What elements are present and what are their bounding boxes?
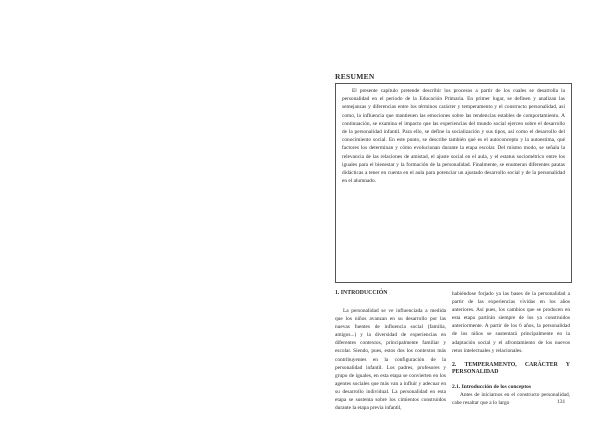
section-heading-introduccion: 1. INTRODUCCIÓN bbox=[335, 290, 388, 296]
abstract-heading: RESUMEN bbox=[335, 72, 375, 81]
continued-paragraph: habiéndose forjado ya las bases de la personalidad a partir de las experiencias vividas en los años anteriores. Así pues, los cambios que se producen en esta etapa partirán siempre de los ya construidos anteriormente. A partir de los 6 años, la personalidad de los niños se sustentará principalmente en la adaptación social y el afrontamiento de los nuevos retos intelectuales y relacionales. bbox=[452, 291, 570, 354]
abstract-box bbox=[335, 83, 572, 283]
section-heading-temperamento: 2. TEMPERAMENTO, CARÁCTER Y PERSONALIDAD bbox=[452, 361, 570, 375]
subsection-paragraph: Antes de iniciarnos en el constructo personalidad, cabe resaltar que a lo largo bbox=[452, 391, 570, 406]
abstract-text: El presente capítulo pretende describir los procesos a partir de los cuales se desarrolla la personalidad en el período de la Educación Primaria. En primer lugar, se definen y analizan las semejanzas y diferencias entre los términos carácter y temperamento y el constructo personalidad, así como, la influencia que mantienen las emociones sobre las tendencias estables de comportamiento. A continuación, se examina el impacto que las experiencias del mundo social ejercen sobre el desarrollo de la personalidad infantil. Para ello, se define la socialización y sus tipos, así como el desarrollo del conocimiento social. En este punto, se describe también qué es el autoconcepto y la autoestima, qué factores los determinan y cómo evolucionan durante la etapa escolar. Del mismo modo, se señala la relevancia de las relaciones de amistad, el ajuste social en el aula, y el estatus sociométrico entre los iguales para el bienestar y la formación de la personalidad. Finalmente, se enumeran diferentes pautas didácticas a tener en cuenta en el aula para potenciar un ajustado desarrollo social y de la personalidad en el alumnado. bbox=[342, 88, 565, 185]
intro-paragraph: La personalidad se ve influenciada a medida que los niños avanzan en su desarrollo por las nuevas fuentes de influencia social (familia, amigos...) y la diversidad de experiencias en diferentes contextos, principalmente familiar y escolar. Siendo, pues, estos dos los contextos más contribuyentes en la configuración de la personalidad infantil. Los padres, profesores y grupo de iguales, en esta etapa se convierten en los agentes sociales que más van a influir y adecuar en su desarrollo individual. La personalidad en esta etapa se sustenta sobre los cimientos construidos durante la etapa previa infantil, bbox=[335, 308, 446, 412]
left-column bbox=[335, 290, 446, 412]
right-column bbox=[452, 290, 570, 407]
subsection-heading: 2.1. Introducción de los conceptos bbox=[452, 383, 532, 390]
page-number: 131 bbox=[557, 399, 566, 405]
